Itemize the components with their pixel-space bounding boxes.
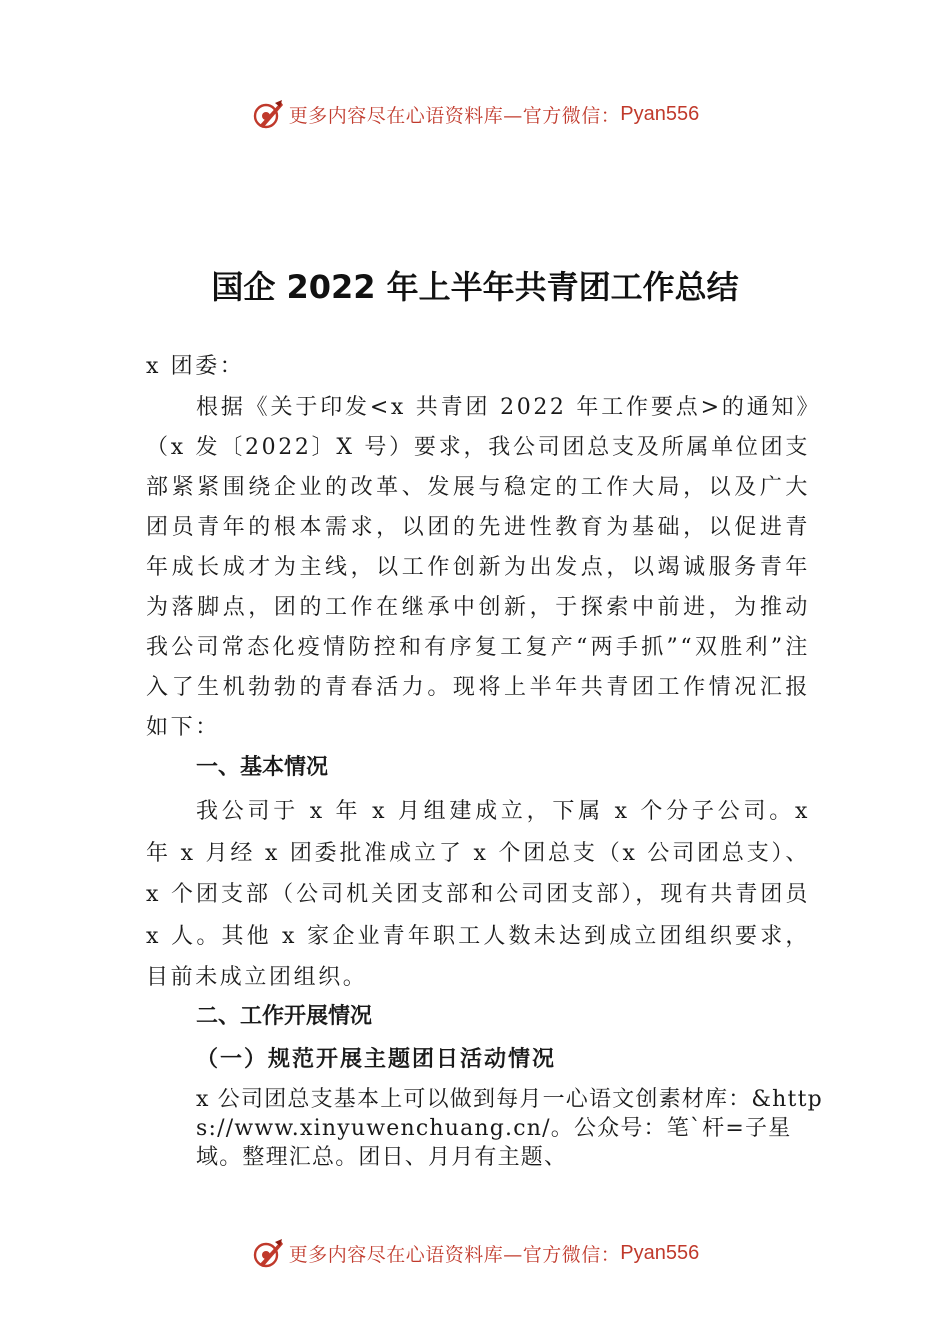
quill-pen-icon: [251, 1236, 285, 1270]
subsection-heading-theme-day: （一）规范开展主题团日活动情况: [196, 1046, 557, 1072]
theme-day-paragraph: x 公司团总支基本上可以做到每月一心语文创素材库：&https://www.xinyuwenchuang.cn/。公众号：笔`杆=子星域。整理汇总。团日、月月有主题、: [196, 1087, 823, 1170]
quill-pen-icon: [251, 97, 285, 131]
banner-wechat-id: Pyan556: [620, 1241, 700, 1264]
section-heading-work: 二、工作开展情况: [196, 1004, 373, 1029]
basic-situation-paragraph: 我公司于 x 年 x 月组建成立，下属 x 个分子公司。x 年 x 月经 x 团委批准成立了 x 个团总支（x 公司团总支）、x 个团支部（公司机关团支部和公司团支部），现有共青团员 x 人。其他 x 家企业青年职工人数未达到成立团组织要求，目前未成立团组织。: [146, 799, 810, 990]
banner-text: 更多内容尽在心语资料库—官方微信：: [288, 104, 621, 127]
salutation: x 团委：: [146, 354, 245, 379]
section-heading-basic: 一、基本情况: [196, 755, 329, 780]
header-watermark-banner: [0, 94, 950, 134]
banner-text: 更多内容尽在心语资料库—官方微信：: [288, 1243, 621, 1266]
document-title: 国企 2022 年上半年共青团工作总结: [211, 268, 739, 306]
intro-paragraph: 根据《关于印发<x 共青团 2022 年工作要点>的通知》（x 发〔2022〕X 号）要求，我公司团总支及所属单位团支部紧紧围绕企业的改革、发展与稳定的工作大局，以及广大团员青年的根本需求，以团的先进性教育为基础，以促进青年成长成才为主线，以工作创新为出发点，以竭诚服务青年为落脚点，团的工作在继承中创新，于探索中前进，为推动我公司常态化疫情防控和有序复工复产“两手抓”“双胜利”注入了生机勃勃的青春活力。现将上半年共青团工作情况汇报如下：: [146, 395, 810, 740]
banner-wechat-id: Pyan556: [620, 102, 700, 125]
footer-watermark-banner: [0, 1233, 950, 1273]
